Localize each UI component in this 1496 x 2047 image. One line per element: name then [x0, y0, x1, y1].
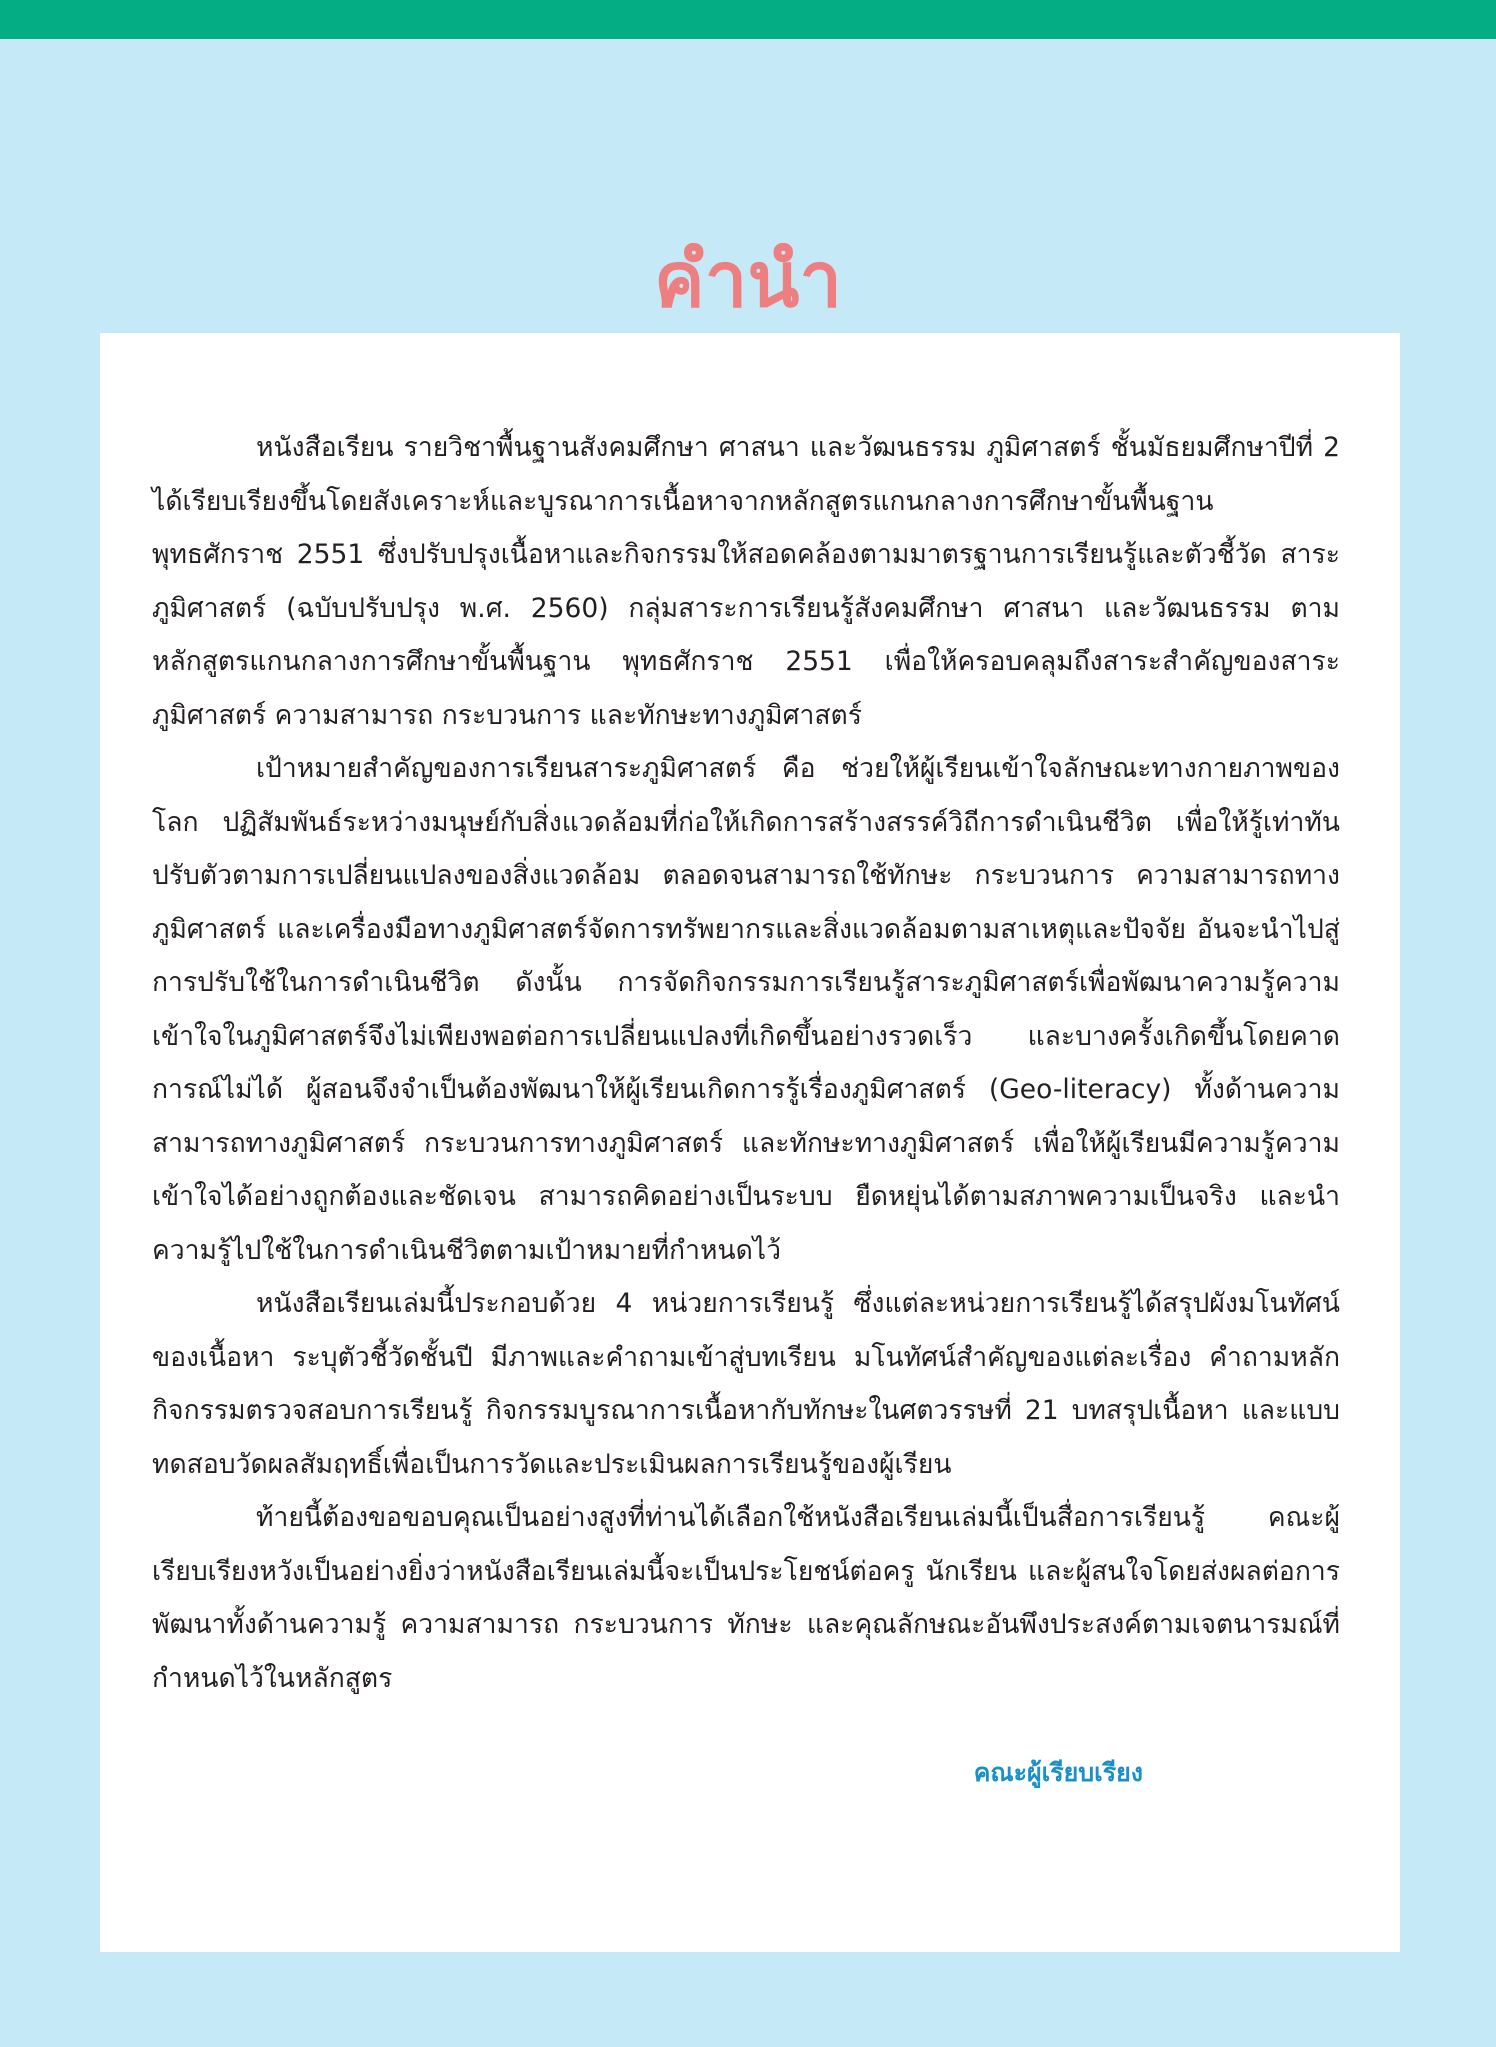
top-color-bar [0, 0, 1496, 39]
preface-paragraph-1: หนังสือเรียน รายวิชาพื้นฐานสังคมศึกษา ศาสนา และวัฒนธรรม ภูมิศาสตร์ ชั้นมัธยมศึกษาปีที่ 2 ได้เรียบเรียงขึ้นโดยสังเคราะห์และบูรณาการเนื้อหาจากหลักสูตรแกนกลางการศึกษาขั้นพื้นฐาน พุทธศักราช 2551 ซึ่งปรับปรุงเนื้อหาและกิจกรรมให้สอดคล้องตามมาตรฐานการเรียนรู้และตัวชี้วัด สาระภูมิศาสตร์ (ฉบับปรับปรุง พ.ศ. 2560) กลุ่มสาระการเรียนรู้สังคมศึกษา ศาสนา และวัฒนธรรม ตามหลักสูตรแกนกลางการศึกษาขั้นพื้นฐาน พุทธศักราช 2551 เพื่อให้ครอบคลุมถึงสาระสำคัญของสาระภูมิศาสตร์ ความสามารถ กระบวนการ และทักษะทางภูมิศาสตร์ [152, 432, 1340, 731]
preface-paragraph-4: ท้ายนี้ต้องขอขอบคุณเป็นอย่างสูงที่ท่านได้เลือกใช้หนังสือเรียนเล่มนี้เป็นสื่อการเรียนรู้ คณะผู้เรียบเรียงหวังเป็นอย่างยิ่งว่าหนังสือเรียนเล่มนี้จะเป็นประโยชน์ต่อครู นักเรียน และผู้สนใจโดยส่งผลต่อการพัฒนาทั้งด้านความรู้ ความสามารถ กระบวนการ ทักษะ และคุณลักษณะอันพึงประสงค์ตามเจตนารมณ์ที่กำหนดไว้ในหลักสูตร [152, 1502, 1340, 1694]
content-card [100, 333, 1400, 1952]
author-signature: คณะผู้เรียบเรียง [973, 1758, 1143, 1787]
preface-paragraph-2: เป้าหมายสำคัญของการเรียนสาระภูมิศาสตร์ คือ ช่วยให้ผู้เรียนเข้าใจลักษณะทางกายภาพของโลก ปฏิสัมพันธ์ระหว่างมนุษย์กับสิ่งแวดล้อมที่ก่อให้เกิดการสร้างสรรค์วิถีการดำเนินชีวิต เพื่อให้รู้เท่าทัน ปรับตัวตามการเปลี่ยนแปลงของสิ่งแวดล้อม ตลอดจนสามารถใช้ทักษะ กระบวนการ ความสามารถทางภูมิศาสตร์ และเครื่องมือทางภูมิศาสตร์จัดการทรัพยากรและสิ่งแวดล้อมตามสาเหตุและปัจจัย อันจะนำไปสู่การปรับใช้ในการดำเนินชีวิต ดังนั้น การจัดกิจกรรมการเรียนรู้สาระภูมิศาสตร์เพื่อพัฒนาความรู้ความเข้าใจในภูมิศาสตร์จึงไม่เพียงพอต่อการเปลี่ยนแปลงที่เกิดขึ้นอย่างรวดเร็ว และบางครั้งเกิดขึ้นโดยคาดการณ์ไม่ได้ ผู้สอนจึงจำเป็นต้องพัฒนาให้ผู้เรียนเกิดการรู้เรื่องภูมิศาสตร์ (Geo-literacy) ทั้งด้านความสามารถทางภูมิศาสตร์ กระบวนการทางภูมิศาสตร์ และทักษะทางภูมิศาสตร์ เพื่อให้ผู้เรียนมีความรู้ความเข้าใจได้อย่างถูกต้องและชัดเจน สามารถคิดอย่างเป็นระบบ ยืดหยุ่นได้ตามสภาพความเป็นจริง และนำความรู้ไปใช้ในการดำเนินชีวิตตามเป้าหมายที่กำหนดไว้ [152, 753, 1340, 1266]
preface-paragraph-3: หนังสือเรียนเล่มนี้ประกอบด้วย 4 หน่วยการเรียนรู้ ซึ่งแต่ละหน่วยการเรียนรู้ได้สรุปผังมโนทัศน์ของเนื้อหา ระบุตัวชี้วัดชั้นปี มีภาพและคำถามเข้าสู่บทเรียน มโนทัศน์สำคัญของแต่ละเรื่อง คำถามหลัก กิจกรรมตรวจสอบการเรียนรู้ กิจกรรมบูรณาการเนื้อหากับทักษะในศตวรรษที่ 21 บทสรุปเนื้อหา และแบบทดสอบวัดผลสัมฤทธิ์เพื่อเป็นการวัดและประเมินผลการเรียนรู้ของผู้เรียน [152, 1288, 1340, 1480]
page-title: คำนำ [653, 235, 843, 324]
preface-body [152, 421, 1340, 1705]
